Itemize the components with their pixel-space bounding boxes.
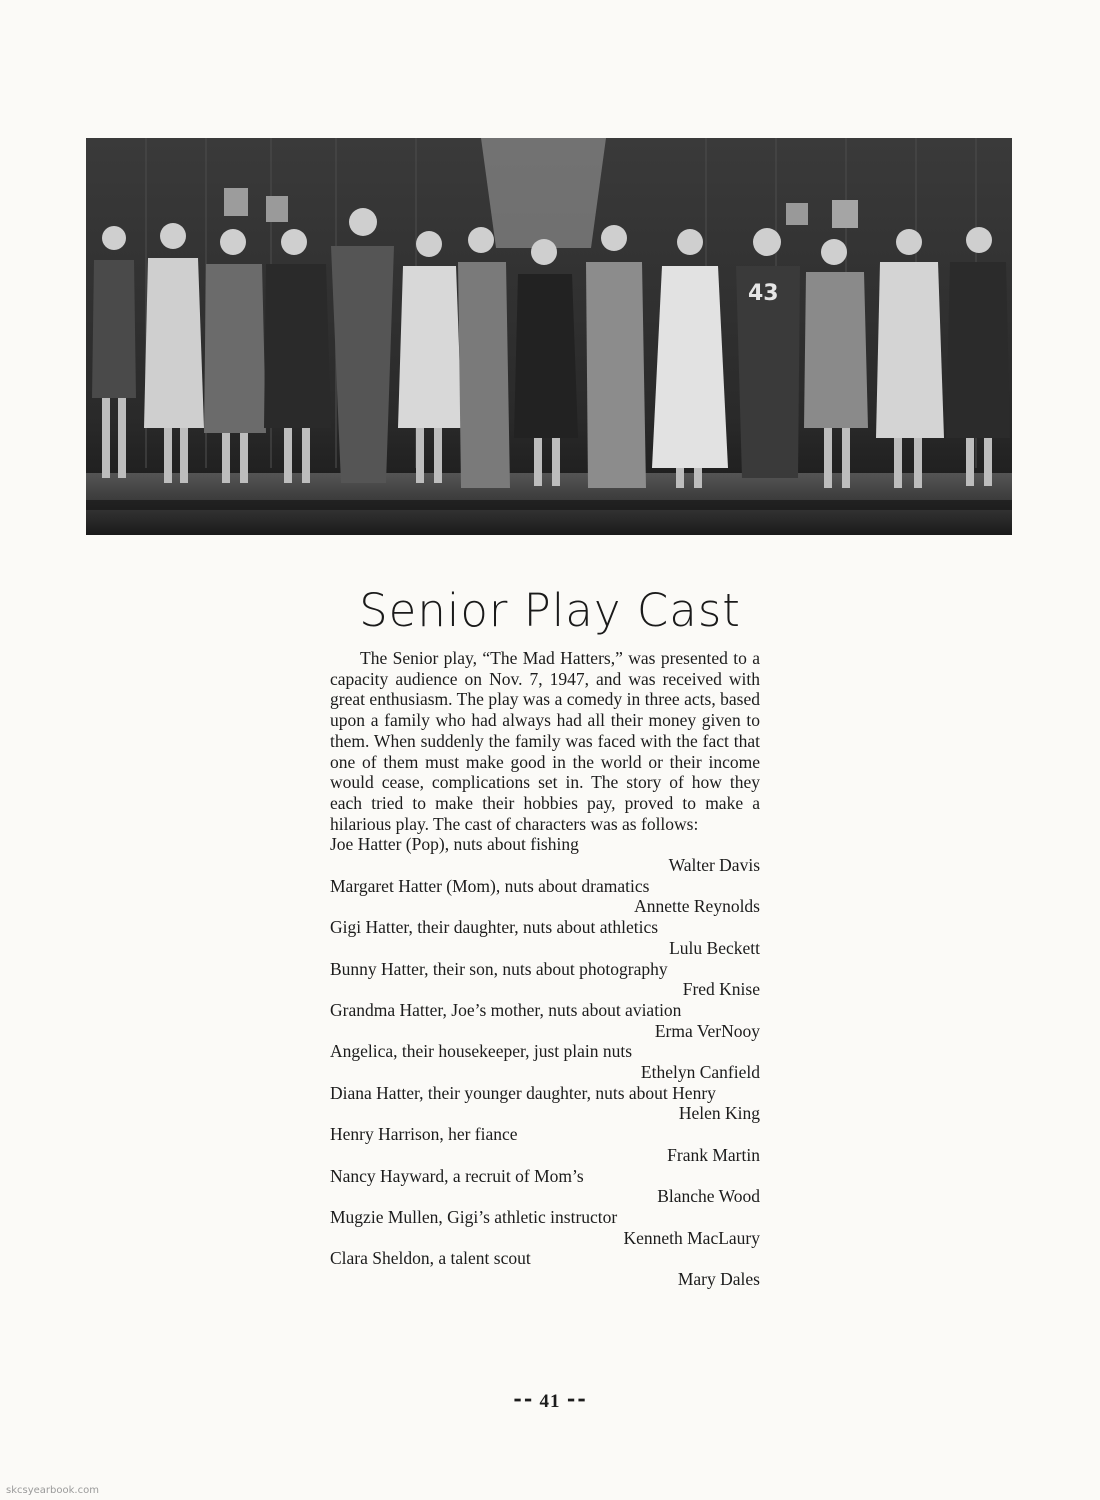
- cast-entry: [330, 1248, 760, 1289]
- cast-actor: Kenneth MacLaury: [623, 1227, 760, 1248]
- cast-actor: Annette Reynolds: [634, 896, 760, 917]
- cast-list: [330, 834, 760, 1289]
- cast-entry: [330, 1041, 760, 1082]
- cast-entry: [330, 917, 760, 958]
- cast-actor: Fred Knise: [682, 979, 760, 1000]
- cast-actor: Frank Martin: [667, 1144, 760, 1165]
- cast-entry: [330, 834, 760, 875]
- page-title: Senior Play Cast: [359, 584, 741, 637]
- cast-role: Angelica, their housekeeper, just plain nuts: [330, 1041, 633, 1062]
- cast-role: Nancy Hayward, a recruit of Mom’s: [330, 1165, 584, 1186]
- cast-actor: Ethelyn Canfield: [640, 1062, 760, 1083]
- cast-actor: Erma VerNooy: [654, 1020, 760, 1041]
- cast-role: Bunny Hatter, their son, nuts about photography: [330, 958, 668, 979]
- cast-entry: [330, 1166, 760, 1207]
- page-number-ornament-right: ⁃⁃: [560, 1391, 588, 1412]
- cast-role: Gigi Hatter, their daughter, nuts about athletics: [330, 917, 659, 938]
- page-number: [480, 1390, 620, 1413]
- cast-actor: Helen King: [678, 1103, 760, 1124]
- sweater-number: 43: [748, 281, 779, 306]
- cast-role: Henry Harrison, her fiance: [330, 1124, 518, 1145]
- cast-photograph: [86, 138, 1012, 535]
- cast-entry: [330, 876, 760, 917]
- article-body: [330, 648, 760, 1290]
- cast-entry: [330, 959, 760, 1000]
- cast-entry: [330, 1083, 760, 1124]
- cast-photo-illustration: [86, 138, 1012, 535]
- cast-entry: [330, 1124, 760, 1165]
- cast-entry: [330, 1207, 760, 1248]
- cast-entry: [330, 1000, 760, 1041]
- cast-role: Margaret Hatter (Mom), nuts about dramatics: [330, 875, 650, 896]
- cast-role: Clara Sheldon, a talent scout: [330, 1248, 531, 1269]
- cast-actor: Mary Dales: [677, 1269, 760, 1290]
- page-number-value: 41: [539, 1391, 561, 1412]
- cast-role: Joe Hatter (Pop), nuts about fishing: [330, 834, 579, 855]
- cast-role: Grandma Hatter, Joe’s mother, nuts about aviation: [330, 999, 682, 1020]
- cast-role: Diana Hatter, their younger daughter, nuts about Henry: [330, 1082, 716, 1103]
- cast-actor: Blanche Wood: [657, 1186, 760, 1207]
- watermark: skcsyearbook.com: [6, 1485, 99, 1496]
- cast-actor: Lulu Beckett: [669, 937, 760, 958]
- intro-paragraph: The Senior play, “The Mad Hatters,” was presented to a capacity audience on Nov. 7, 1947, and was received with great enthusiasm. The play was a comedy in three acts, based upon a family who had always had all their money given to them. When suddenly the family was faced with the fact that one of them must make good in the world or their income would cease, complications set in. The story of how they each tried to make their hobbies pay, proved to make a hilarious play. The cast of characters was as follows:: [330, 648, 760, 834]
- cast-role: Mugzie Mullen, Gigi’s athletic instructor: [330, 1206, 618, 1227]
- page-number-ornament-left: ⁃⁃: [512, 1391, 540, 1412]
- cast-actor: Walter Davis: [668, 855, 760, 876]
